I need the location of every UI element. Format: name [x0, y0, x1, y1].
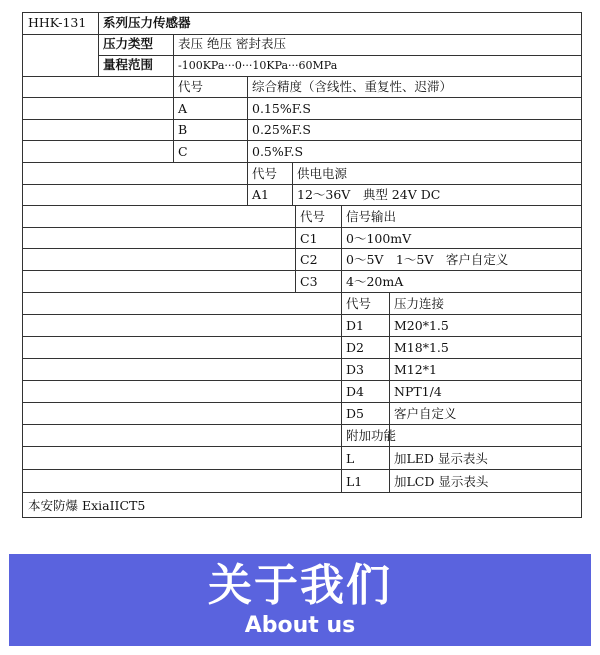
about-us-title-cn: 关于我们	[208, 560, 392, 611]
accuracy-code: C	[178, 144, 188, 159]
extra-code: L	[346, 451, 355, 466]
pressure-type-value: 表压 绝压 密封表压	[178, 36, 286, 51]
series-name: 系列压力传感器	[103, 15, 191, 30]
accuracy-value: 0.25%F.S	[252, 122, 311, 137]
connection-code-header: 代号	[346, 296, 372, 311]
spec-table	[22, 12, 582, 518]
connection-code: D3	[346, 362, 364, 377]
extra-value: 加LCD 显示表头	[394, 474, 489, 489]
signal-code: C1	[300, 231, 318, 246]
signal-code: C3	[300, 274, 318, 289]
signal-code-header: 代号	[300, 209, 326, 224]
signal-value: 0～100mV	[346, 231, 412, 246]
power-value: 12～36V 典型 24V DC	[297, 187, 441, 202]
pressure-type-label: 压力类型	[103, 36, 154, 51]
accuracy-code: A	[178, 101, 188, 116]
explosion-proof-rating: 本安防爆 ExiaIICT5	[28, 498, 146, 513]
accuracy-code-header: 代号	[178, 79, 204, 94]
extra-value: 加LED 显示表头	[394, 451, 488, 466]
accuracy-code: B	[178, 122, 188, 137]
accuracy-value: 0.15%F.S	[252, 101, 311, 116]
connection-value: 客户自定义	[394, 406, 457, 421]
accuracy-title: 综合精度（含线性、重复性、迟滞）	[252, 79, 453, 94]
power-title: 供电电源	[297, 166, 348, 181]
extra-title: 附加功能	[346, 428, 397, 443]
range-label: 量程范围	[103, 57, 154, 72]
range-value: -100KPa···0···10KPa···60MPa	[178, 59, 338, 72]
connection-title: 压力连接	[394, 296, 445, 311]
power-code: A1	[252, 187, 269, 202]
connection-value: NPT1/4	[394, 384, 442, 399]
signal-code: C2	[300, 252, 318, 267]
extra-code: L1	[346, 474, 363, 489]
connection-code: D1	[346, 318, 364, 333]
accuracy-value: 0.5%F.S	[252, 144, 304, 159]
connection-value: M12*1	[394, 362, 437, 377]
signal-value: 4～20mA	[346, 274, 404, 289]
connection-code: D4	[346, 384, 364, 399]
connection-value: M18*1.5	[394, 340, 449, 355]
connection-code: D2	[346, 340, 364, 355]
power-code-header: 代号	[252, 166, 278, 181]
model-code: HHK-131	[28, 15, 87, 30]
connection-code: D5	[346, 406, 364, 421]
about-us-title-en: About us	[244, 613, 356, 638]
signal-value: 0～5V 1～5V 客户自定义	[346, 252, 509, 267]
connection-value: M20*1.5	[394, 318, 449, 333]
signal-title: 信号输出	[346, 209, 397, 224]
about-us-banner	[9, 554, 591, 646]
